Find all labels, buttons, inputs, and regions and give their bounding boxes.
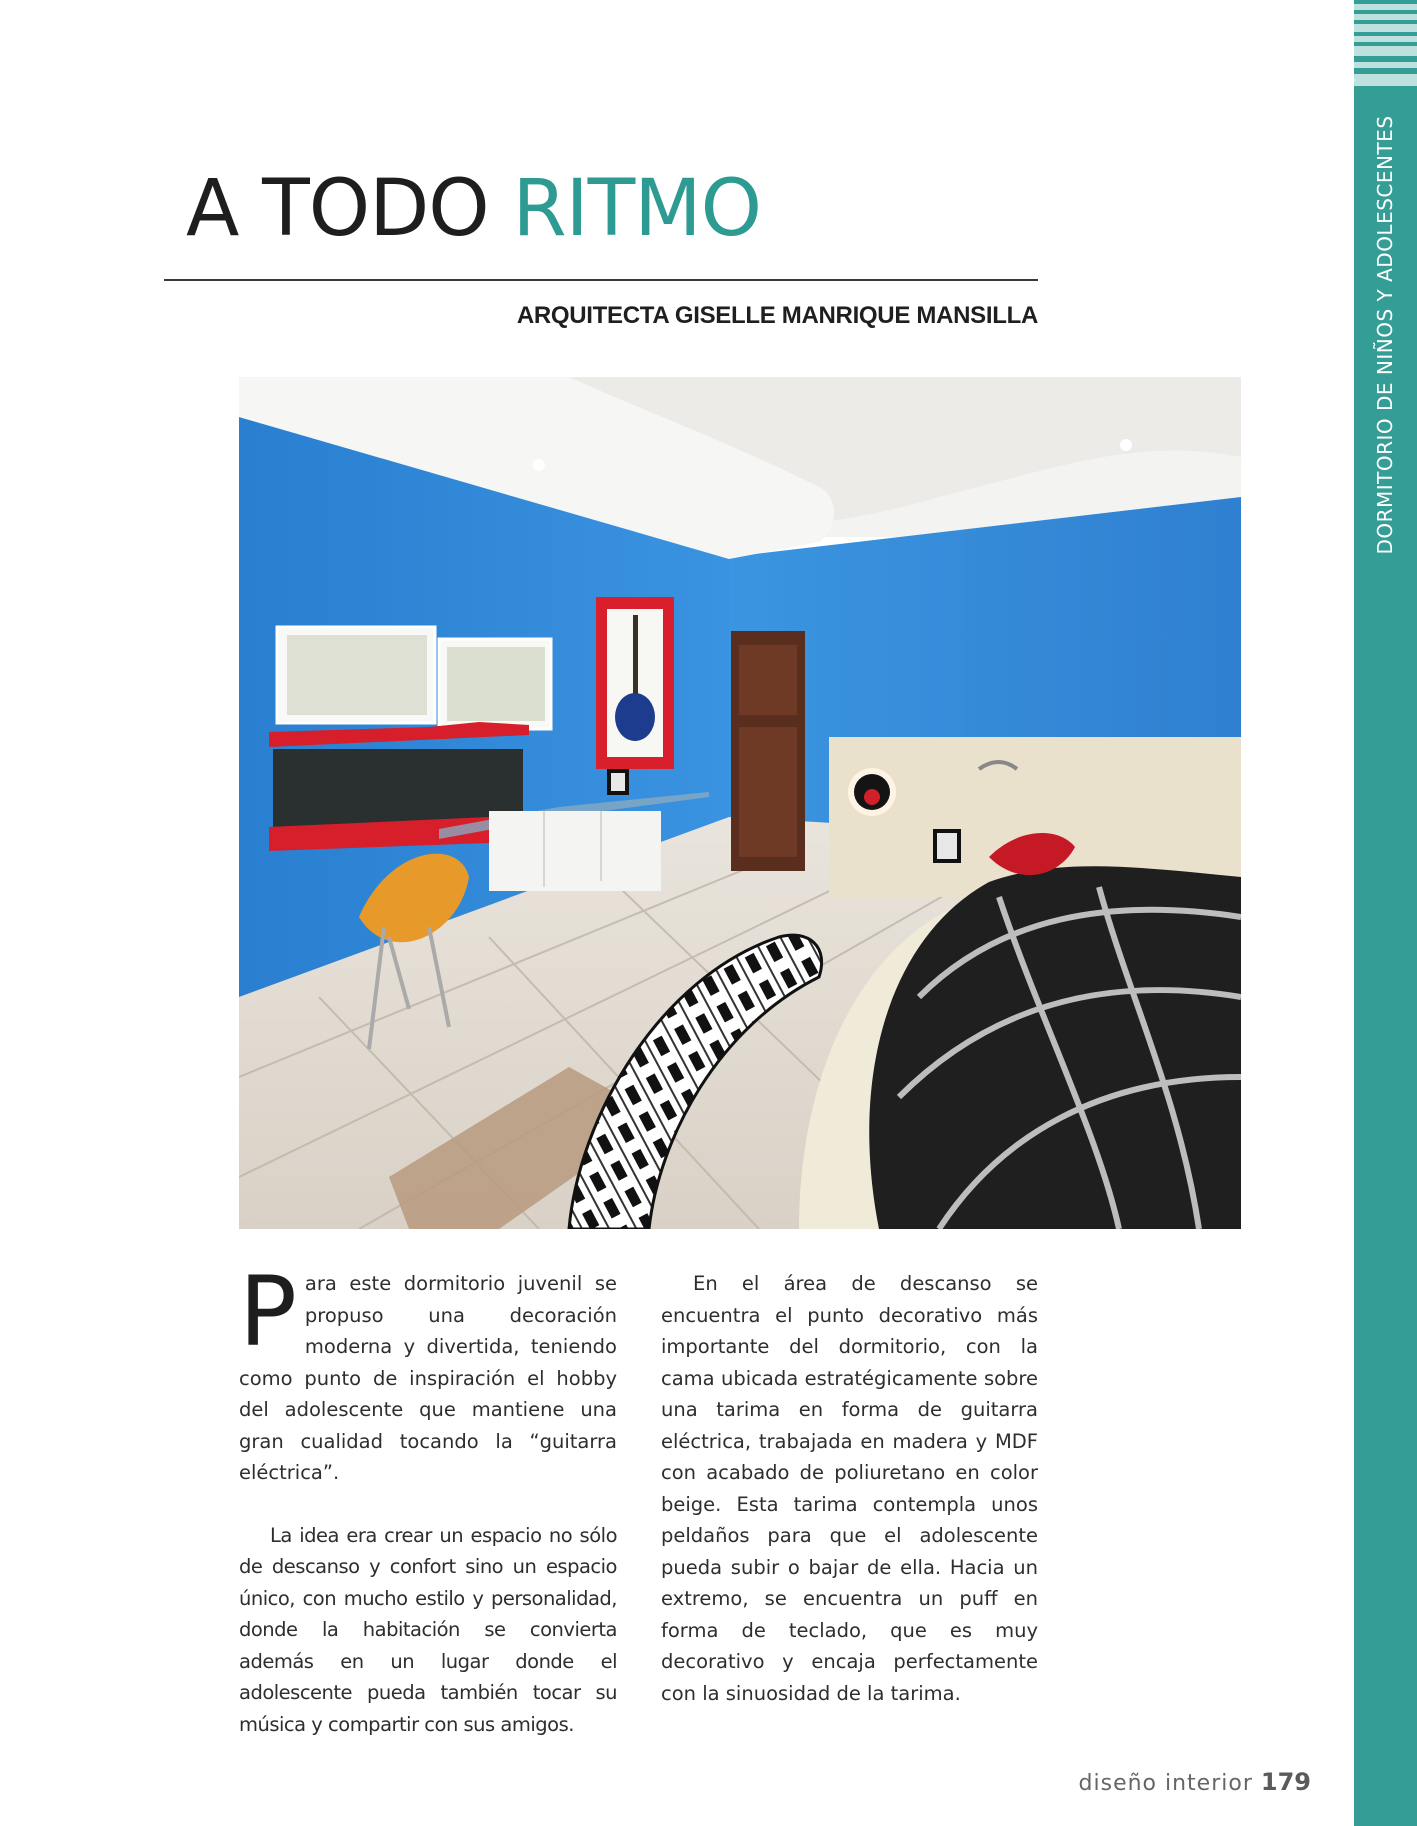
page-number: 179 <box>1260 1768 1311 1796</box>
paragraph-3: En el área de descanso se encuentra el punto decorativo más importante del dormitorio, con la cama ubicada estratégicamente sobre una tarima en forma de guitarra eléctrica, trabajada en madera y MDF con acabado de poliuretano en color beige. Esta tarima contempla unos peldaños para que el adolescente pueda subir o bajar de ella. Hacia un extremo, se encuentra un puff en forma de teclado, que es muy decorativo y encaja perfectamente con la sinuosidad de la tarima. <box>661 1272 1038 1705</box>
magazine-name: diseño interior <box>1078 1771 1253 1796</box>
title-part-2: RITMO <box>512 164 761 254</box>
drop-cap: P <box>239 1256 297 1368</box>
article-column-left <box>239 1256 617 1740</box>
article-title <box>186 164 761 254</box>
section-label-text: DORMITORIO DE NIÑOS Y ADOLESCENTES <box>1373 115 1397 555</box>
paragraph-2: La idea era crear un espacio no sólo de descanso y confort sino un espacio único, con mucho estilo y personalidad, donde la habitación se convierta además en un lugar donde el adolescente pueda también tocar su música y compartir con sus amigos. <box>239 1523 617 1736</box>
title-part-1: A TODO <box>186 164 489 254</box>
paragraph-1 <box>239 1256 617 1489</box>
paragraph-1-text: ara este dormitorio juvenil se propuso una decoración moderna y divertida, teniendo como punto de inspiración el hobby del adolescente que mantiene una gran cualidad tocando la “guitarra eléctrica”. <box>239 1272 617 1484</box>
bedroom-photo <box>239 377 1241 1229</box>
page-footer <box>1079 1768 1311 1796</box>
side-stripes-decoration <box>1354 0 1417 92</box>
article-column-right <box>661 1268 1038 1709</box>
title-rule <box>164 279 1038 281</box>
author-credit: ARQUITECTA GISELLE MANRIQUE MANSILLA <box>516 302 1038 329</box>
